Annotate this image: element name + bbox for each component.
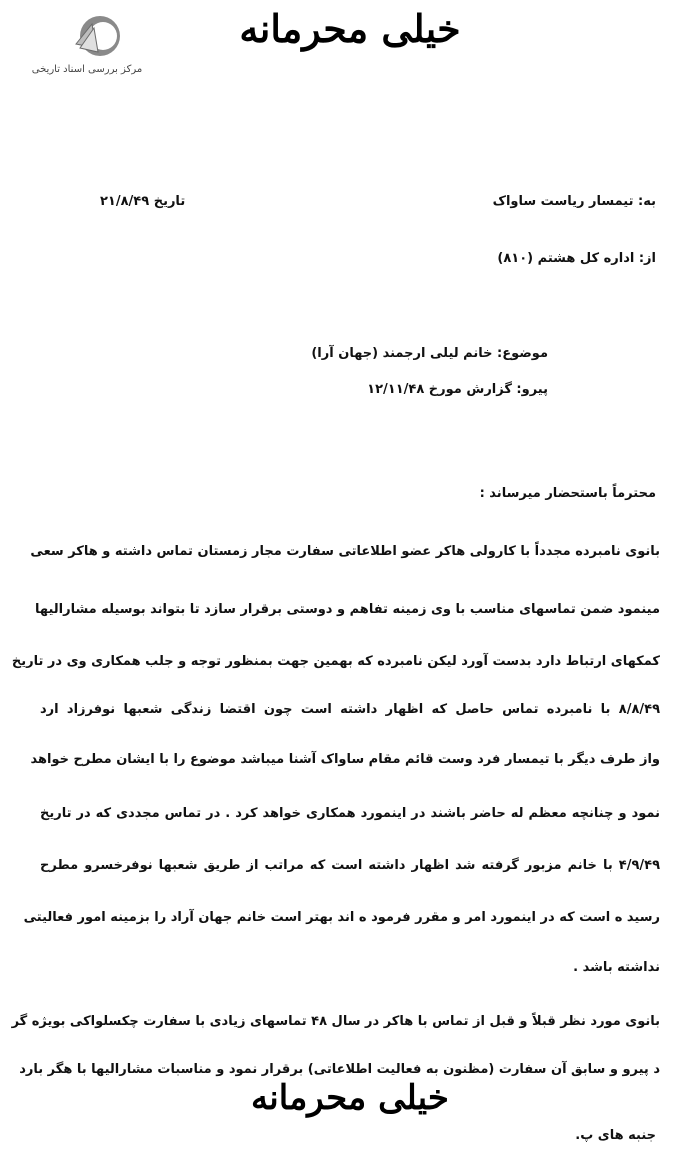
classification-header: خیلی محرمانه xyxy=(239,6,461,51)
body-line: کمکهای ارتباط دارد بدست آورد لیکن نامبرده که بهمین جهت بمنظور توجه و جلب همکاری وی در تاریخ xyxy=(11,654,660,669)
sender-line: از: اداره کل هشتم (۸۱۰) xyxy=(497,251,656,266)
archive-logo-caption: مرکز بررسی اسناد تاریخی xyxy=(31,64,143,75)
body-line: نداشته باشد . xyxy=(573,960,660,975)
subject-line: موضوع: خانم لیلی ارجمند (جهان آرا) xyxy=(311,346,548,361)
date-line: تاریخ ۲۱/۸/۴۹ xyxy=(100,194,186,209)
body-line: ۴/۹/۴۹ با خانم مزبور گرفته شد اظهار داشته است که مراتب از طریق شعبها نوفرخسرو مطرح xyxy=(40,858,660,873)
salutation: محترماً باستحضار میرساند : xyxy=(479,486,656,501)
body-line: بانوی نامبرده مجدداً با کارولی هاکر عضو اطلاعاتی سفارت مجار زمستان تماس داشته و هاکر سعی xyxy=(30,544,660,559)
enclosure-note: جنبه های پ. xyxy=(575,1128,656,1143)
recipient-line: به: تیمسار ریاست ساواک xyxy=(492,194,656,209)
body-line: د پیرو و سابق آن سفارت (مظنون به فعالیت اطلاعاتی) برقرار نمود و مناسبات مشارالیها با هگر بارد xyxy=(19,1062,660,1077)
body-line: نمود و چنانچه معظم له حاضر باشند در اینمورد همکاری خواهد کرد . در تماس مجددی که در تاریخ xyxy=(40,806,660,821)
body-line: بانوی مورد نظر قبلاً و قبل از تماس با هاکر در سال ۴۸ تماسهای زیادی با سفارت چکسلواکی بویژه گر xyxy=(11,1014,660,1029)
reference-line: پیرو: گزارش مورخ ۱۲/۱۱/۴۸ xyxy=(367,382,548,397)
body-line: واز طرف دیگر با تیمسار فرد وست قائم مقام ساواک آشنا میباشد موضوع را با ایشان مطرح خواهد xyxy=(30,752,660,767)
classification-footer: خیلی محرمانه xyxy=(251,1078,449,1118)
body-line: رسید ه است که در اینمورد امر و مقرر فرمود ه اند بهتر است خانم جهان آراد را بزمینه امور فعالیتی xyxy=(23,910,660,925)
body-line: ۸/۸/۴۹ با نامبرده تماس حاصل که اظهار داشته است چون اقتضا زندگی شعبها نوفرزاد ارد xyxy=(40,702,660,717)
body-line: مینمود ضمن تماسهای مناسب با وی زمینه تفاهم و دوستی برقرار سازد تا بتواند بوسیله مشارالیها xyxy=(34,602,660,617)
